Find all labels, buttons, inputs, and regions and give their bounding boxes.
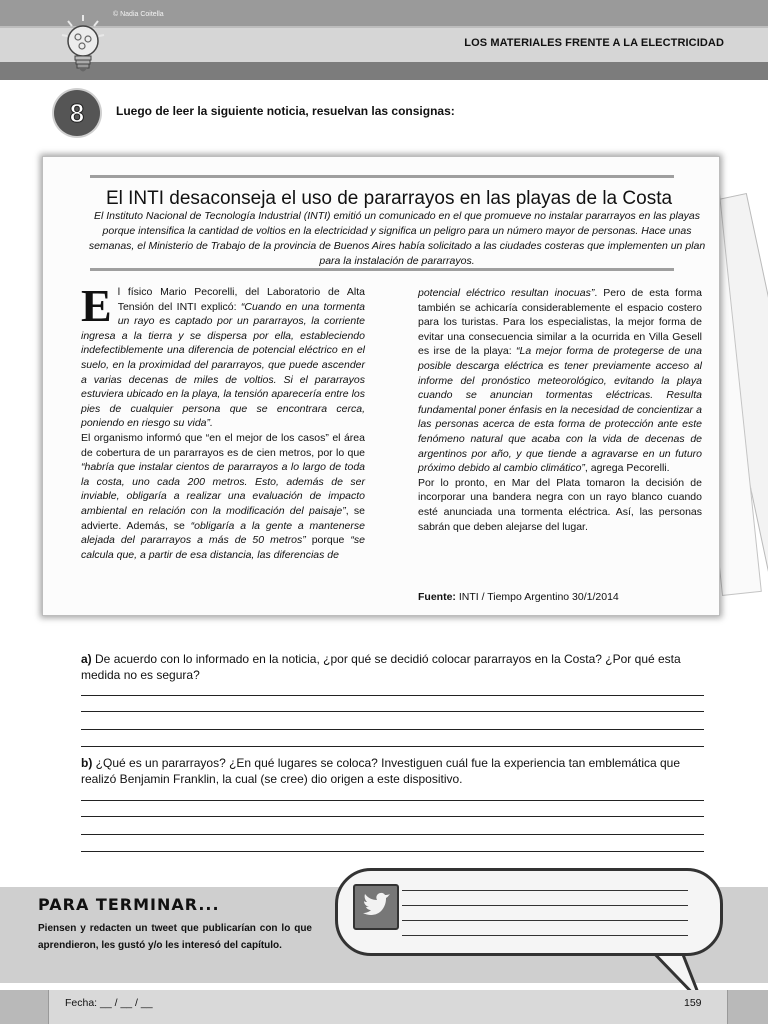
answer-line[interactable] [81, 834, 704, 835]
activity-number: 8 [69, 98, 85, 128]
article-column-1 [81, 280, 365, 562]
twitter-bird-icon [353, 884, 399, 930]
question-b: b) ¿Qué es un pararrayos? ¿En qué lugares se coloca? Investiguen cuál fue la experiencia tan emblemática que realizó Benjamin Franklin, la cual (se cree) dio origen a este dispositivo. [81, 756, 681, 786]
answer-line[interactable] [81, 746, 704, 747]
copyright-text: © Nadia Coitella [113, 11, 164, 18]
article-source: Fuente: INTI / Tiempo Argentino 30/1/2014 [418, 591, 619, 603]
article-column-2 [418, 286, 702, 534]
drop-cap: E [81, 280, 112, 331]
activity-instruction: Luego de leer la siguiente noticia, resuelvan las consignas: [116, 104, 455, 118]
answer-line[interactable] [81, 816, 704, 817]
lightbulb-icon [60, 13, 106, 79]
answer-line[interactable] [81, 729, 704, 730]
tweet-line[interactable] [402, 935, 688, 936]
news-headline: El INTI desaconseja el uso de pararrayos en las playas de la Costa [105, 188, 673, 209]
article-paragraph: El físico Mario Pecorelli, del Laboratorio de Alta Tensión del INTI explicó: “Cuando en una tormenta un rayo es captado por un pararrayos, la corriente ingresa a la tierra y se dispersa por ella, estableciendo indefectiblemente una diferencia de potencial eléctrico en el suelo, en la proximidad del pararrayos, que puede ascender a varias decenas de miles de voltios. Si el pararrayos estuviera ubicado en la playa, la tensión aparecería entre los pies de cualquier persona que se encontrara cerca, poniendo en riesgo su vida”. [81, 280, 365, 430]
tweet-line[interactable] [402, 905, 688, 906]
answer-line[interactable] [81, 711, 704, 712]
tweet-line[interactable] [402, 920, 688, 921]
answer-line[interactable] [81, 695, 704, 696]
article-paragraph: potencial eléctrico resultan inocuas”. Pero de esta forma también se achicaría considerablemente el espacio costero para los turistas. Para los especialistas, la mejor forma de evitar una consecuencia similar a la ocurrida en Villa Gesell es irse de la playa: “La mejor forma de protegerse de una posible descarga eléctrica es tener previamente acceso al informe del pronóstico meteorológico, evitando la playa cuando se anuncian tormentas eléctricas. Resulta fundamental poner énfasis en la necesidad de concientizar a las personas acerca de esta forma de protección ante este fenómeno natural que acaba con la vida de decenas de argentinos por año, y que tiende a agravarse en un futuro próximo debido al cambio climático”, agrega Pecorelli. [418, 287, 702, 475]
answer-line[interactable] [81, 851, 704, 852]
headline-bottom-rule [90, 268, 674, 271]
article-paragraph: Por lo pronto, en Mar del Plata tomaron la decisión de incorporar una bandera negra con un rayo blanco cuando esté anunciada una tormenta eléctrica. Así, las personas sabrán que deben alejarse del lugar. [418, 476, 702, 533]
article-paragraph: El organismo informó que “en el mejor de los casos” el área de cobertura de un pararrayos es de cien metros, por lo que “habría que instalar cientos de pararrayos a lo largo de toda la costa, uno cada 200 metros. Esto, además de ser inviable, obligaría a realizar una evaluación de impacto ambiental en relación con la modificación del paisaje”, se advierte. Además, se “obligaría a la gente a mantenerse alejada del pararrayos a más de 50 metros” porque “se calcula que, a partir de esa distancia, las diferencias de [81, 431, 365, 561]
answer-line[interactable] [81, 800, 704, 801]
closing-title: PARA TERMINAR... [38, 895, 220, 914]
question-a: a) De acuerdo con lo informado en la noticia, ¿por qué se decidió colocar pararrayos en la Costa? ¿Por qué esta medida no es segura? [81, 652, 681, 682]
activity-number-badge [54, 90, 100, 136]
headline-top-rule [90, 175, 674, 178]
header-bottom-band [0, 62, 768, 80]
news-lede: El Instituto Nacional de Tecnología Industrial (INTI) emitió un comunicado en el que promueve no instalar pararrayos en las playas porque intensifica la cantidad de voltios en la electricidad y significa un peligro para un número mayor de personas. Hace unas semanas, el Ministerio de Trabajo de la provincia de Buenos Aires había solicitado a las ciudades costeras que implementen un plan para la instalación de pararrayos. [88, 210, 706, 267]
tweet-line[interactable] [402, 890, 688, 891]
date-field[interactable]: Fecha: __ / __ / __ [65, 997, 153, 1009]
section-title: LOS MATERIALES FRENTE A LA ELECTRICIDAD [464, 37, 724, 49]
closing-text: Piensen y redacten un tweet que publicarían con lo que aprendieron, les gustó y/o les interesó del capítulo. [38, 923, 312, 951]
page-number: 159 [684, 997, 702, 1009]
